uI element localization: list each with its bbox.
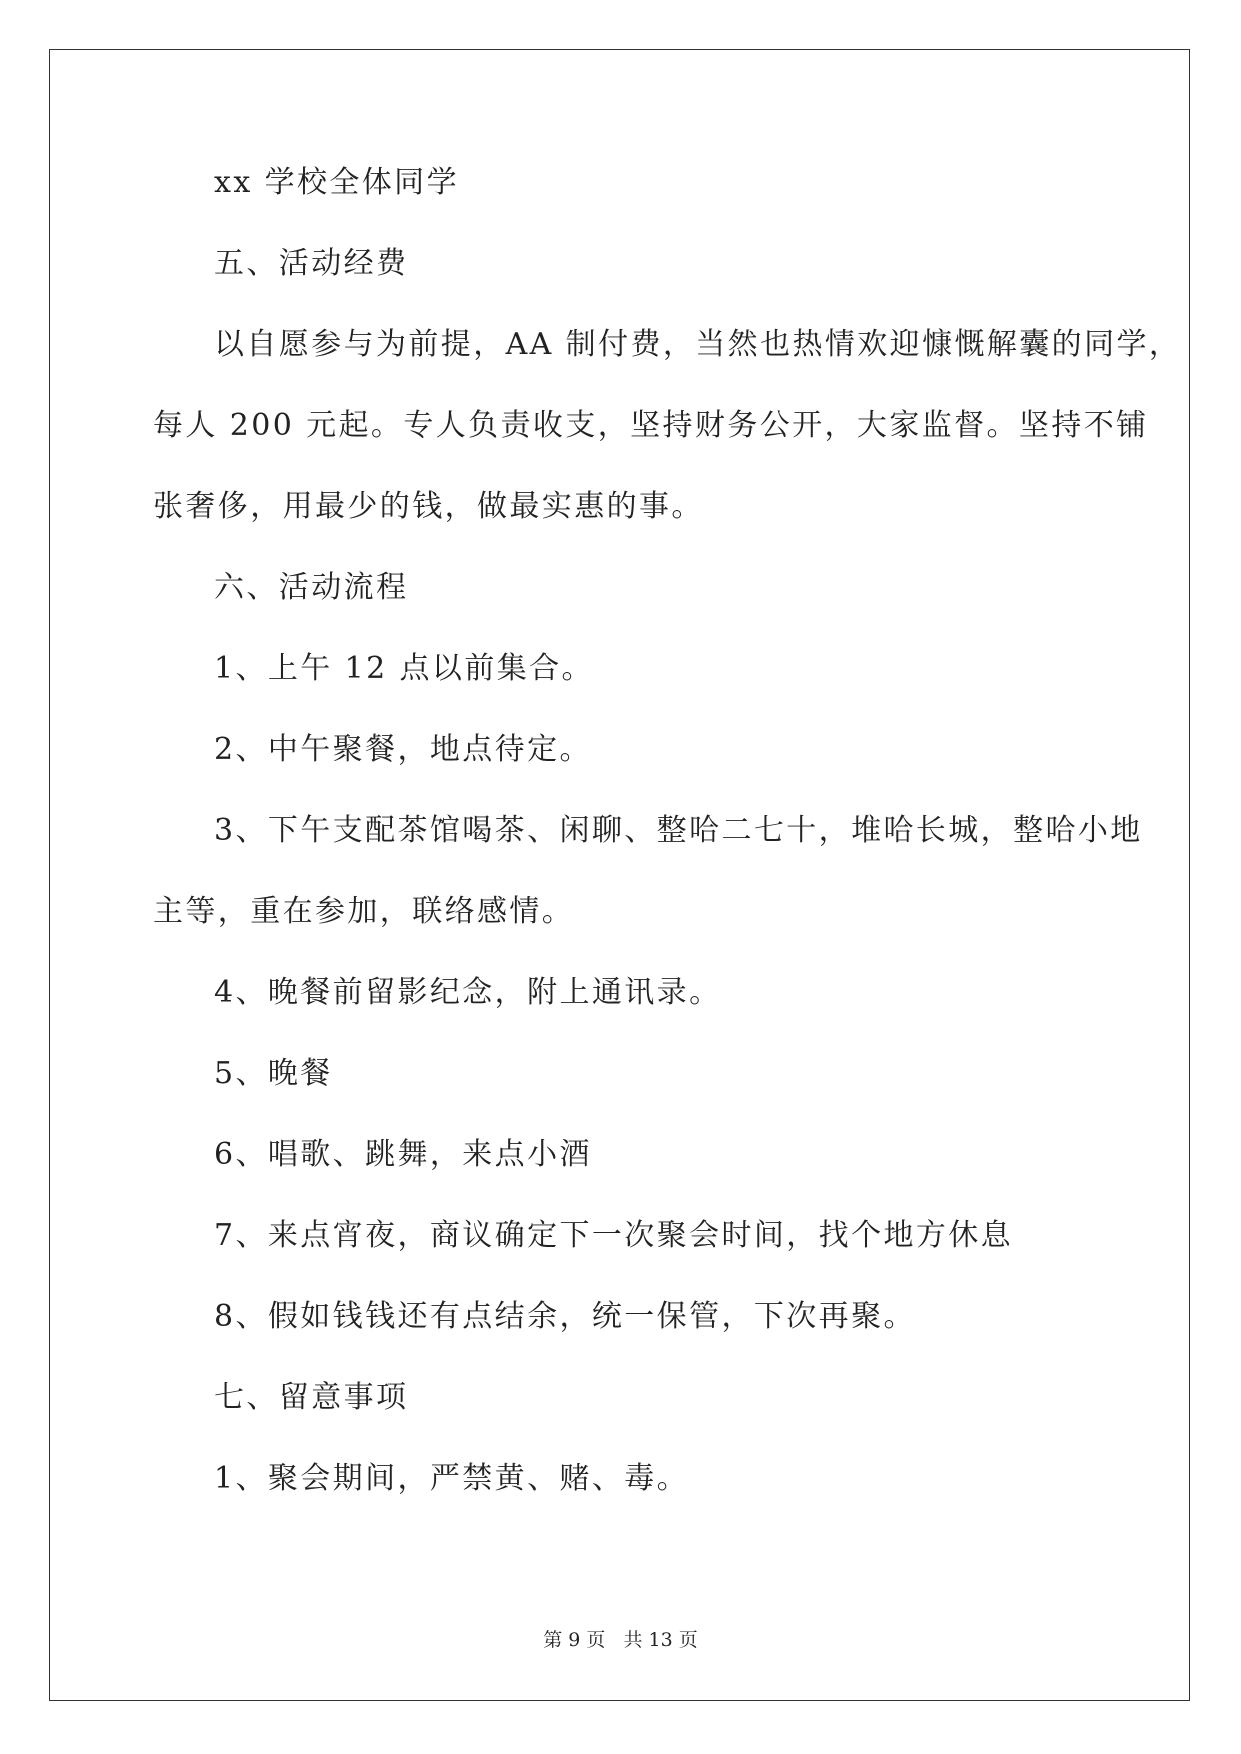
list-item: 4、晚餐前留影纪念，附上通讯录。 <box>214 975 722 1010</box>
list-item: 8、假如钱钱还有点结余，统一保管，下次再聚。 <box>214 1299 916 1334</box>
paragraph-line: 每人 200 元起。专人负责收支，坚持财务公开，大家监督。坚持不铺 <box>153 408 1149 443</box>
paragraph-line: 张奢侈，用最少的钱，做最实惠的事。 <box>153 489 704 524</box>
list-item: 6、唱歌、跳舞，来点小酒 <box>214 1137 592 1172</box>
paragraph-line: 以自愿参与为前提，AA 制付费，当然也热情欢迎慷慨解囊的同学， <box>214 327 1182 362</box>
list-item: 3、下午支配茶馆喝茶、闲聊、整哈二七十，堆哈长城，整哈小地 <box>214 813 1143 848</box>
list-item-continuation: 主等，重在参加，联络感情。 <box>153 894 575 929</box>
list-item: 7、来点宵夜，商议确定下一次聚会时间，找个地方休息 <box>214 1218 1014 1253</box>
section-heading: 七、留意事项 <box>214 1380 409 1415</box>
section-heading: 六、活动流程 <box>214 570 409 605</box>
list-item: 5、晚餐 <box>214 1056 333 1091</box>
list-item: 2、中午聚餐，地点待定。 <box>214 732 592 767</box>
section-heading: 五、活动经费 <box>214 246 409 281</box>
paragraph-line: xx 学校全体同学 <box>214 165 459 200</box>
document-body <box>153 163 1182 1540</box>
list-item: 1、聚会期间，严禁黄、赌、毒。 <box>214 1461 690 1496</box>
page-number-footer: 第 9 页 共 13 页 <box>543 1629 698 1651</box>
list-item: 1、上午 12 点以前集合。 <box>214 651 594 686</box>
